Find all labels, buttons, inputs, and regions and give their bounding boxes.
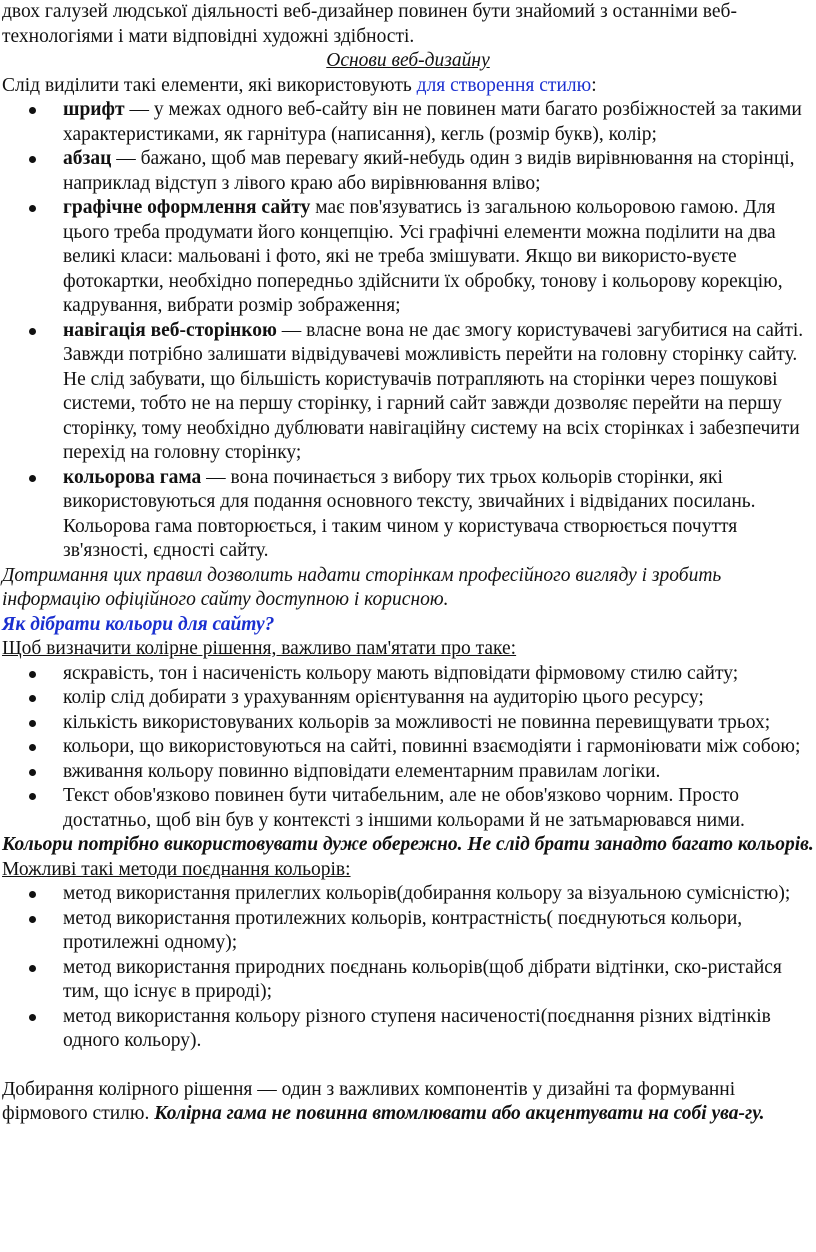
list-item [2, 956, 814, 1005]
list-item [2, 760, 814, 785]
list-item [2, 735, 814, 760]
bullet-icon [29, 891, 36, 898]
final-paragraph-text: Добирання колірного рішення — один з важливих компонентів у дизайні та формуванні фірмового стилю. [2, 1078, 736, 1124]
bullet-icon [29, 328, 36, 335]
list-item-text: кількість використовуваних кольорів за можливості не повинна перевищувати трьох; [63, 711, 771, 733]
list-item [2, 907, 814, 956]
final-paragraph-emphasis: Колірна гама не повинна втомлювати або акцентувати на собі ува-гу. [154, 1103, 765, 1124]
list-item [2, 686, 814, 711]
list-item-text: — власне вона не дає змогу користувачеві загубитися на сайті. Завжди потрібно залишати відвідувачеві можливість перейти на головну сторінку сайту. Не слід забувати, що більшість користувачів потрапляють на сторінки через пошукові системи, тобто не на першу сторінку, і гарний сайт завжди дозволяє перейти на першу сторінку, тому необхідно дублювати навігаційну систему на всіх сторінках і забезпечити перехід на головну сторінку; [63, 319, 804, 463]
style-creation-highlight: для створення стилю [416, 74, 592, 96]
bullet-icon [29, 1014, 36, 1021]
bullet-icon [29, 671, 36, 678]
bullet-icon [29, 107, 36, 114]
list-item-text: — бажано, щоб мав перевагу який-небудь один з видів вирівнювання на сторінці, наприклад відступ з лівого краю або вирівнювання вліво; [63, 148, 795, 194]
list-item [2, 882, 814, 907]
list-item [2, 662, 814, 687]
bullet-icon [29, 720, 36, 727]
style-elements-intro-text: Слід виділити такі елементи, які використовують [2, 74, 417, 96]
bullet-icon [29, 744, 36, 751]
list-item [2, 711, 814, 736]
list-item [2, 98, 814, 147]
list-item-text: метод використання природних поєднань кольорів(щоб дібрати відтінки, ско-ристайся тим, що існує в природі); [63, 956, 782, 1002]
list-item-term: графічне оформлення сайту [63, 197, 311, 218]
list-item-text: метод використання протилежних кольорів, контрастність( поєднуються кольори, протилежні одному); [63, 907, 743, 953]
rules-conclusion-italic: Дотримання цих правил дозволить надати сторінкам професійного вигляду і зробить інформацію офіційного сайту доступною і корисною. [2, 564, 722, 610]
color-decision-intro: Щоб визначити колірне рішення, важливо пам'ятати про таке: [2, 638, 517, 659]
list-item [2, 784, 814, 833]
list-item-text: — вона починається з вибору тих трьох кольорів сторінки, які використовуються для подання основного тексту, звичайних і відвіданих посилань. Кольорова гама повторюється, і таким чином у користувача створюється почуття зв'язності, єдності сайту. [63, 466, 756, 561]
style-elements-list [2, 98, 814, 564]
style-elements-intro [2, 74, 814, 99]
final-paragraph [2, 1078, 814, 1127]
list-item-term: абзац [63, 148, 112, 169]
bullet-icon [29, 965, 36, 972]
bullet-icon [29, 769, 36, 776]
list-item-term: навігація веб-сторінкою [63, 319, 277, 341]
color-caution-note: Кольори потрібно використовувати дуже обережно. Не слід брати занадто багато кольорів. [2, 834, 814, 855]
list-item-text: метод використання прилеглих кольорів(добирання кольору за візуальною сумісністю); [63, 883, 791, 904]
list-item-text: метод використання кольору різного ступеня насиченості(поєднання різних відтінків одного кольору). [63, 1005, 771, 1051]
style-elements-intro-colon: : [591, 74, 597, 96]
list-item [2, 1005, 814, 1054]
list-item [2, 466, 814, 564]
bullet-icon [29, 916, 36, 923]
list-item-text: колір слід добирати з урахуванням орієнтування на аудиторію цього ресурсу; [63, 687, 704, 708]
section-heading-web-design-basics: Основи веб-дизайну [326, 50, 490, 71]
section-heading-choose-colors: Як дібрати кольори для сайту? [2, 613, 275, 635]
list-item [2, 147, 814, 196]
list-item-term: кольорова гама [63, 466, 202, 488]
list-item-term: шрифт [63, 99, 125, 120]
blank-line [2, 1054, 814, 1078]
bullet-icon [29, 793, 36, 800]
intro-paragraph: двох галузей людської діяльності веб-дизайнер повинен бути знайомий з останніми веб-технологіями і мати відповідні художні здібності. [2, 1, 737, 47]
list-item-text: яскравість, тон і насиченість кольору мають відповідати фірмовому стилю сайту; [63, 662, 739, 684]
document-page [2, 0, 814, 1127]
list-item [2, 196, 814, 319]
bullet-icon [29, 475, 36, 482]
list-item-text: має пов'язуватись із загальною кольоровою гамою. Для цього треба продумати його концепцію. Усі графічні елементи можна поділити на два великі класи: мальовані і фото, які не треба змішувати. Якщо ви використо-вуєте фотокартки, необхідно попередньо здійснити їх обробку, тонову і кольорову корекцію, кадрування, вибрати розмір зображення; [63, 197, 783, 316]
list-item-text: кольори, що використовуються на сайті, повинні взаємодіяти і гармоніювати між собою; [63, 736, 801, 757]
bullet-icon [29, 205, 36, 212]
color-methods-intro: Можливі такі методи поєднання кольорів: [2, 858, 351, 880]
bullet-icon [29, 156, 36, 163]
color-methods-list [2, 882, 814, 1054]
color-rules-list [2, 662, 814, 834]
list-item-text: Текст обов'язково повинен бути читабельним, але не обов'язково чорним. Просто достатньо, щоб він був у контексті з іншими кольорами й не затьмарювався ними. [63, 785, 745, 831]
list-item-text: вживання кольору повинно відповідати елементарним правилам логіки. [63, 760, 661, 782]
bullet-icon [29, 695, 36, 702]
list-item-text: — у межах одного веб-сайту він не повинен мати багато розбіжностей за такими характеристиками, як гарнітура (написання), кегль (розмір букв), колір; [63, 99, 802, 145]
list-item [2, 319, 814, 466]
